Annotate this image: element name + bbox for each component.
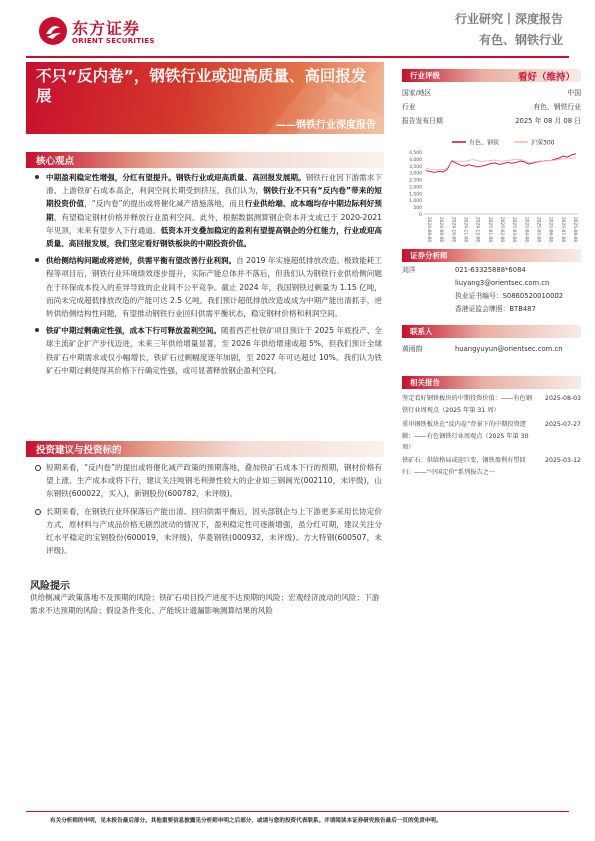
industry-name: 有色、钢铁行业 [478, 33, 563, 47]
section-title: 核心观点 [36, 156, 75, 167]
section-header-core-views [26, 152, 384, 168]
text-run: ，有望稳定钢材价格并释放行业盈利空间。此外，根据数据测算钢企资本开支或已于 2020-2021 年见顶，未来有望步入下行通道。 [46, 212, 382, 235]
company-logo [38, 14, 168, 48]
y-tick-label: 3,000 [409, 171, 422, 177]
series-line [426, 154, 576, 173]
text-run: 随着西芒杜铁矿项目预计于 2025 年底投产、全球主流矿企扩产步伐迈进，未来三年供给增量显著，至 2026 年供给增速或超 5%，但我们预计全球铁矿石中期需求或仅小幅增长，铁矿石过剩幅度逐年加剧，至 2027 年可达超过 10%。我们认为铁矿石中期过剩使得其价格下行确定性强，或可显著释放钢企盈利空间。 [46, 326, 383, 375]
analyst-label: 证券分析师 [410, 251, 448, 260]
rating-value: 看好（维持） [517, 72, 575, 83]
rating-label: 行业评级 [410, 71, 440, 80]
analyst-bar [402, 249, 581, 262]
info-row [402, 87, 581, 99]
core-view-item [34, 254, 382, 320]
section-title: 投资建议与投资标的 [36, 445, 122, 456]
y-tick-label: 1,000 [409, 199, 422, 205]
investment-item: 长期来看，在钢铁行业环保落后产能出清、回归供需平衡后，因头部钢企与上下游更多采用长协定价方式，原材料与产成品价格无剧烈波动的情况下，盈利稳定性可逐渐增强，虽分红可期，建议关注分红水平稳定的宝钢股份(600019，未评级)，华菱钢铁(000932，未评级)、方大特钢(600507，未评级)。 [34, 505, 382, 558]
investment-body [34, 461, 382, 561]
info-value: 中国 [567, 89, 581, 97]
x-tick-label: 2025-01-08 [486, 217, 492, 242]
analyst-info [455, 264, 563, 316]
x-tick-label: 2024-08-08 [426, 217, 431, 242]
bold-text-run: 低资本开支叠加稳定的盈利有望提高钢企的分红能力，行业或迎高质量、高回报发展，我们坚定看好钢铁板块的中期投资价值。 [46, 225, 382, 249]
bold-text-run: 铁矿中期过剩确定性强，成本下行可释放盈利空间。 [46, 326, 221, 336]
x-tick-label: 2025-07-08 [559, 217, 565, 242]
legend-label: 沪深300 [531, 139, 555, 147]
legend-label: 有色、钢铁 [469, 139, 500, 147]
investment-item: 短期来看，“反内卷”的提出或将催化减产政策的预期落地，叠加铁矿石成本下行的预期，钢材价格有望上涨、生产成本或将下行，建议关注吨钢毛利弹性较大的企业如三钢闽光(002110，未评级)，山东钢铁(600022，买入)，新钢股份(600782，未评级)。 [34, 461, 382, 501]
analyst-phone: 021-63325888*6084 [455, 266, 526, 274]
y-tick-label: 1,500 [409, 192, 422, 198]
contact-name: 黄雨韵 [402, 345, 423, 353]
related-date: 2025-03-12 [545, 457, 581, 464]
info-value: 2025 年 08 月 08 日 [515, 117, 581, 125]
analyst-license: 执业证书编号：S0860520010002 [455, 292, 564, 300]
text-run: 钢铁行业因下游需求下滑、上游铁矿石成本高企，利润空间长期受到挤压。我们认为， [46, 173, 383, 196]
info-value: 有色、钢铁行业 [533, 103, 581, 111]
performance-chart [402, 134, 581, 246]
risk-heading: 风险提示 [30, 581, 70, 592]
info-key: 报告发布日期 [402, 117, 443, 125]
x-tick-label: 2024-12-08 [474, 217, 480, 242]
title-banner [26, 62, 384, 134]
analyst-hk-license: 香港证监会牌照：BTB487 [455, 305, 536, 313]
related-bar [402, 376, 581, 389]
core-view-item [34, 324, 382, 377]
report-type: 行业研究丨深度报告 [454, 12, 563, 26]
x-tick-label: 2025-03-08 [511, 217, 517, 242]
y-tick-label: 4,500 [409, 151, 422, 156]
analyst-block [402, 264, 581, 320]
report-subtitle: ——钢铁行业深度报告 [276, 120, 376, 131]
related-title[interactable]: 坚定看好钢铁板块的中期投资价值：——有色钢铁行业周观点（2025 年第 31 周） [402, 395, 532, 414]
x-tick-label: 2024-11-08 [462, 217, 468, 242]
related-date: 2025-08-03 [545, 395, 581, 402]
core-views-body [34, 171, 382, 381]
text-run: ，“反内卷”的提出或将催化减产措施落地，而且 [84, 199, 245, 209]
y-tick-label: 3,500 [409, 164, 422, 170]
bold-text-run: 行业供给端、成本端均存中期边际利好预期 [46, 199, 383, 222]
logo-text-en: ORIENT SECURITIES [72, 37, 155, 45]
x-tick-label: 2025-06-08 [547, 217, 553, 242]
bold-text-run: 供给侧结构问题或将逆转，供需平衡有望改善行业利润。 [46, 256, 237, 266]
analyst-email[interactable]: liuyang3@orientsec.com.cn [455, 279, 550, 287]
y-tick-label: 4,000 [409, 157, 422, 163]
y-tick-label: 0 [419, 213, 422, 218]
related-label: 相关报告 [410, 378, 440, 387]
x-tick-label: 2025-04-08 [523, 217, 529, 242]
x-tick-label: 2025-08-08 [572, 217, 577, 242]
contact-email[interactable]: huangyuyun@orientsec.com.cn [455, 345, 563, 353]
header-divider [26, 56, 569, 58]
y-tick-label: 2,500 [409, 178, 422, 184]
related-item[interactable] [402, 393, 581, 419]
x-tick-label: 2024-10-08 [450, 217, 456, 242]
related-date: 2025-07-27 [545, 421, 581, 428]
logo-text-cn: 东方证券 [72, 19, 141, 38]
risk-text: 供给侧减产政策落地不及预期的风险；铁矿石项目投产进度不达预期的风险；宏观经济波动的风险；下游需求不达预期的风险；假设条件变化、产能统计遗漏影响测算结果的风险 [30, 593, 380, 616]
footer-divider [26, 811, 569, 812]
info-row [402, 101, 581, 113]
contact-bar [402, 325, 581, 338]
info-key: 国家/地区 [402, 89, 432, 97]
text-run: 自 2019 年实施超低排放改造、极致能耗工程等项目后，钢铁行业环境绩效逐步提升，实际产能总体并不落后，但我们认为钢铁行业供给侧问题在于环保成本投入的差异导致的企业间不公平竞争。截止 2024 年，我国钢铁过剩量为 1.15 亿吨，而尚未完成超低排放改造的产能可达 2.5 亿吨。我们预计超低排放改造或成为中期产能出清抓手，逆转供给侧结构性问题，有望推动钢铁行业回归供需平衡状态，稳定钢材价格和利润空间。 [46, 256, 382, 319]
report-title: 不只“反内卷”，钢铁行业或迎高质量、高回报发展 [36, 67, 367, 105]
section-header-investment [26, 441, 384, 457]
y-tick-label: 500 [413, 206, 422, 212]
related-title[interactable]: 铁矿石：供给格局或迎巨变，钢铁盈利有望回归：——“中国定价”系列报告之一 [402, 457, 526, 476]
contact-block [402, 343, 581, 357]
rating-bar [402, 69, 581, 82]
related-item[interactable] [402, 455, 581, 481]
bold-text-run: 中期盈利稳定性增强，分红有望提升。钢铁行业或迎高质量、高回报发展期。 [46, 173, 306, 182]
analyst-name: 刘洋 [402, 266, 416, 274]
related-title[interactable]: 重申钢铁板块在“反内卷”背景下的中期投资逻辑：——有色钢铁行业周观点（2025 年第 30 周） [402, 421, 529, 451]
core-view-item [34, 171, 382, 250]
contact-label: 联系人 [410, 327, 433, 336]
x-tick-label: 2025-05-08 [535, 217, 541, 242]
info-row [402, 115, 581, 127]
bold-text-run: 钢铁行业不只有“反内卷”带来的短期投资价值 [46, 186, 382, 209]
y-tick-label: 2,000 [409, 185, 422, 191]
info-key: 行业 [402, 103, 416, 111]
x-tick-label: 2025-02-08 [499, 217, 504, 242]
related-item[interactable] [402, 419, 581, 455]
footer-disclaimer: 有关分析师的申明，见本报告最后部分。其他重要信息披露见分析师申明之后部分，或请与您的投资代表联系。并请阅读本证券研究报告最后一页的免责申明。 [50, 818, 442, 824]
orient-logo-icon [38, 16, 68, 46]
x-tick-label: 2024-09-08 [438, 217, 444, 242]
